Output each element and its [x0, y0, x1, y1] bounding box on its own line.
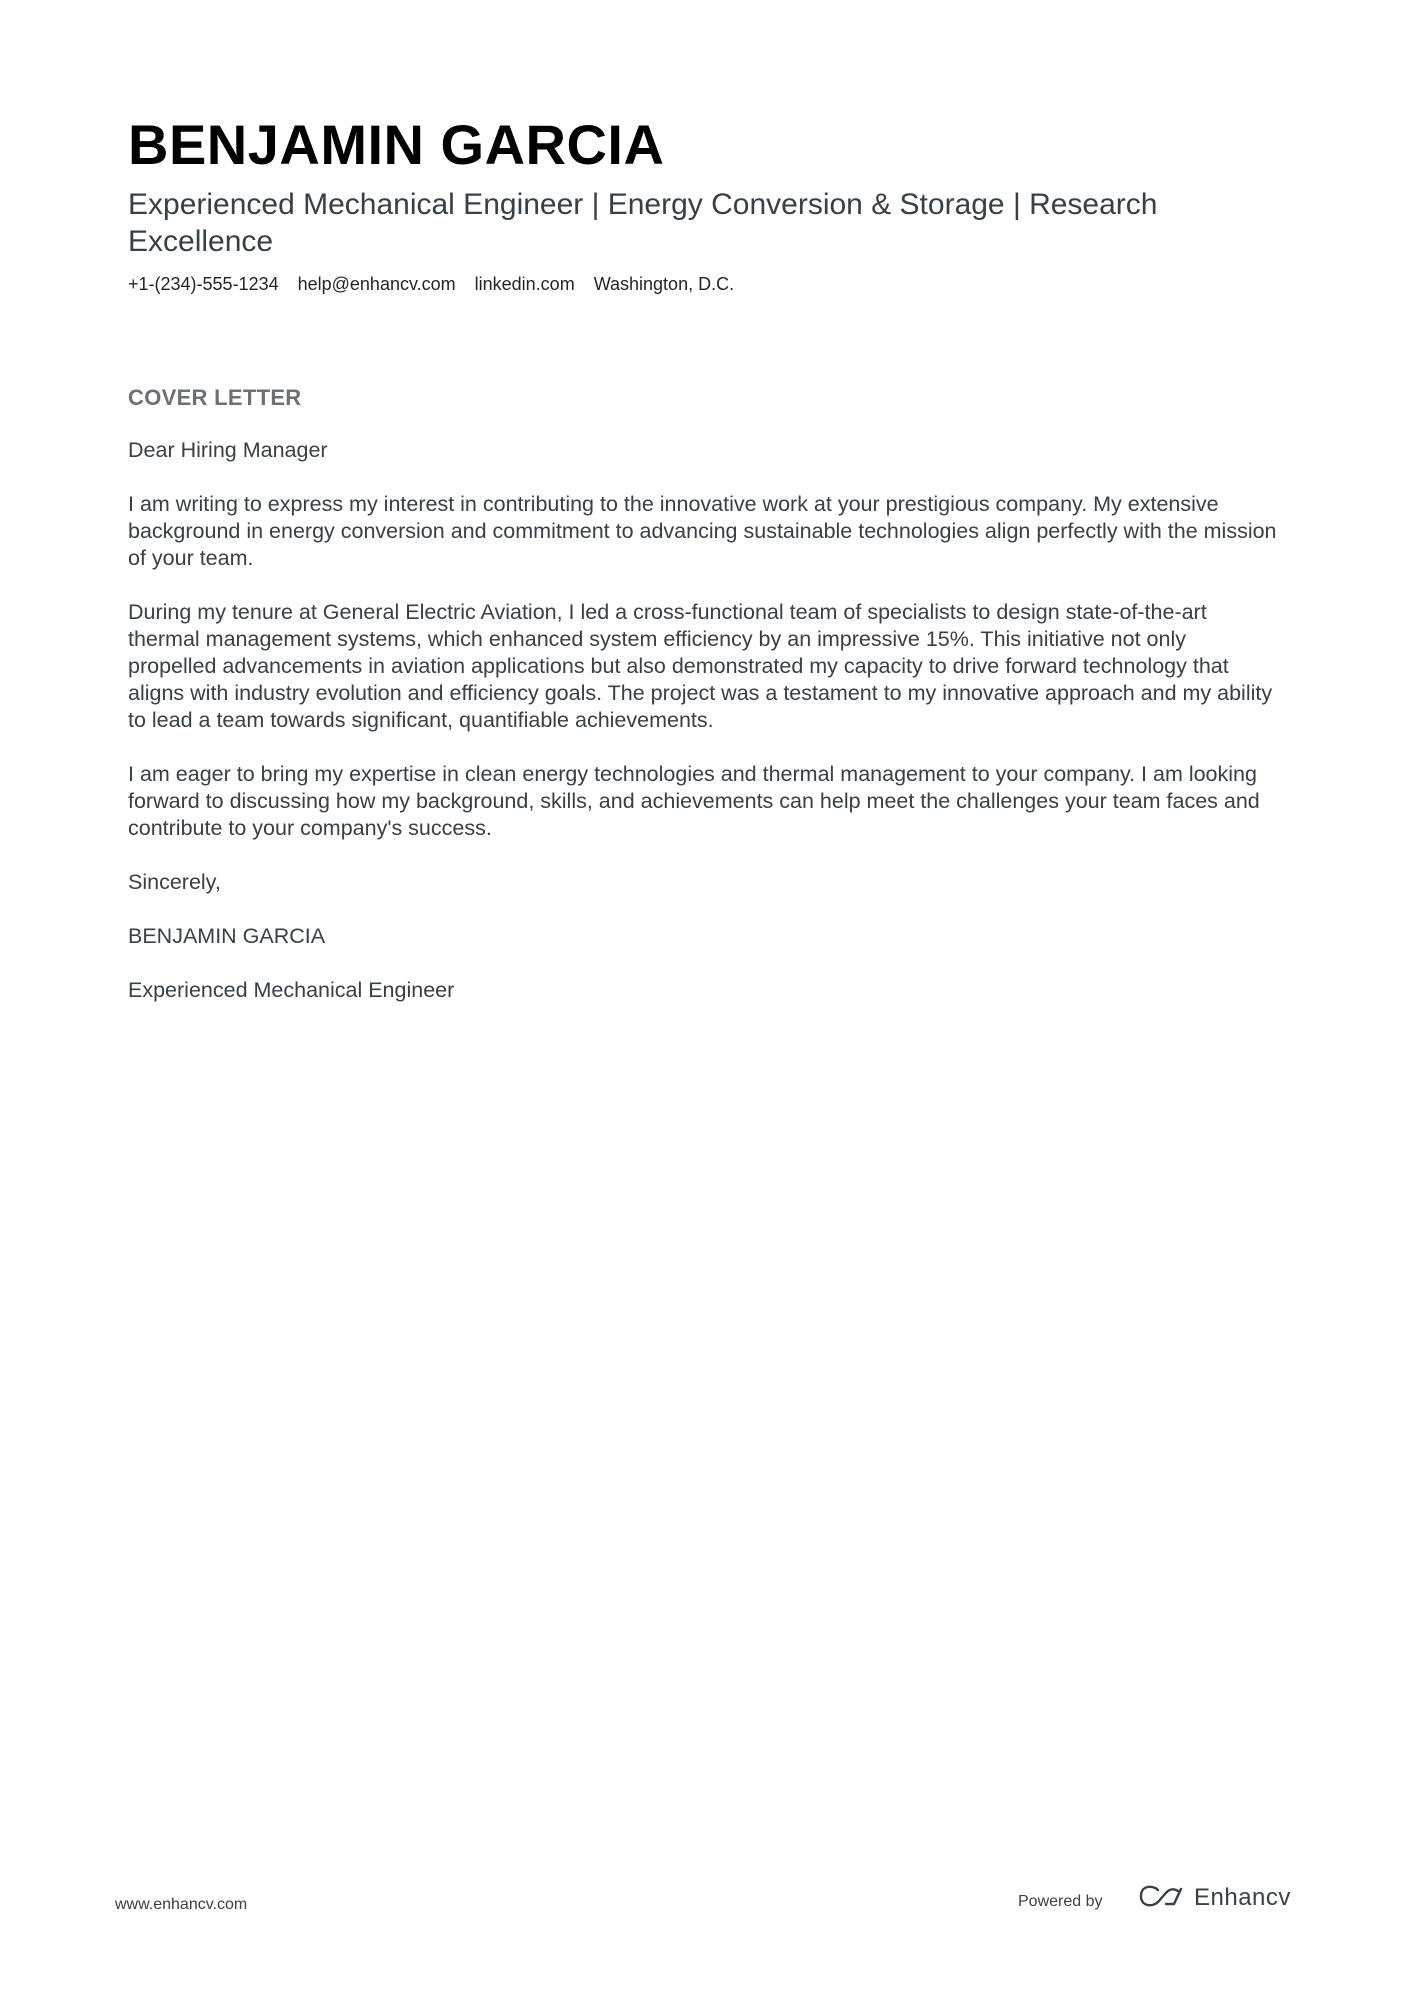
letter-salutation: Dear Hiring Manager [128, 438, 328, 462]
enhancv-logo-icon [1138, 1884, 1184, 1913]
signature-name: BENJAMIN GARCIA [128, 924, 326, 948]
letter-body [128, 437, 1278, 1031]
powered-by-label: Powered by [1018, 1893, 1103, 1910]
brand-name: Enhancv [1194, 1884, 1291, 1911]
contact-email: help@enhancv.com [297, 274, 456, 294]
candidate-headline: Experienced Mechanical Engineer | Energy Conversion & Storage | Research Excellence [128, 188, 1158, 258]
letter-paragraph: I am eager to bring my expertise in clean energy technologies and thermal management to your company. I am looking forward to discussing how my background, skills, and achievements can help meet the challenges your team faces and contribute to your company's success. [128, 762, 1260, 840]
contact-phone: +1-(234)-555-1234 [128, 274, 279, 294]
contact-linkedin: linkedin.com [474, 274, 575, 294]
contact-info [128, 273, 734, 295]
signature-title: Experienced Mechanical Engineer [128, 978, 455, 1002]
contact-location: Washington, D.C. [593, 274, 735, 294]
letter-closing: Sincerely, [128, 870, 221, 894]
brand-logo [1138, 1883, 1291, 1913]
footer-website: www.enhancv.com [115, 1896, 248, 1913]
candidate-name: BENJAMIN GARCIA [128, 113, 665, 176]
letter-paragraph: During my tenure at General Electric Aviation, I led a cross-functional team of specialists to design state-of-the-art thermal management systems, which enhanced system efficiency by an impressive 15%. This initiative not only propelled advancements in aviation applications but also demonstrated my capacity to drive forward technology that aligns with industry evolution and efficiency goals. The project was a testament to my innovative approach and my ability to lead a team towards significant, quantifiable achievements. [128, 600, 1273, 732]
section-title: COVER LETTER [128, 385, 302, 410]
letter-paragraph: I am writing to express my interest in contributing to the innovative work at your prestigious company. My extensive background in energy conversion and commitment to advancing sustainable technologies align perfectly with the mission of your team. [128, 492, 1277, 570]
